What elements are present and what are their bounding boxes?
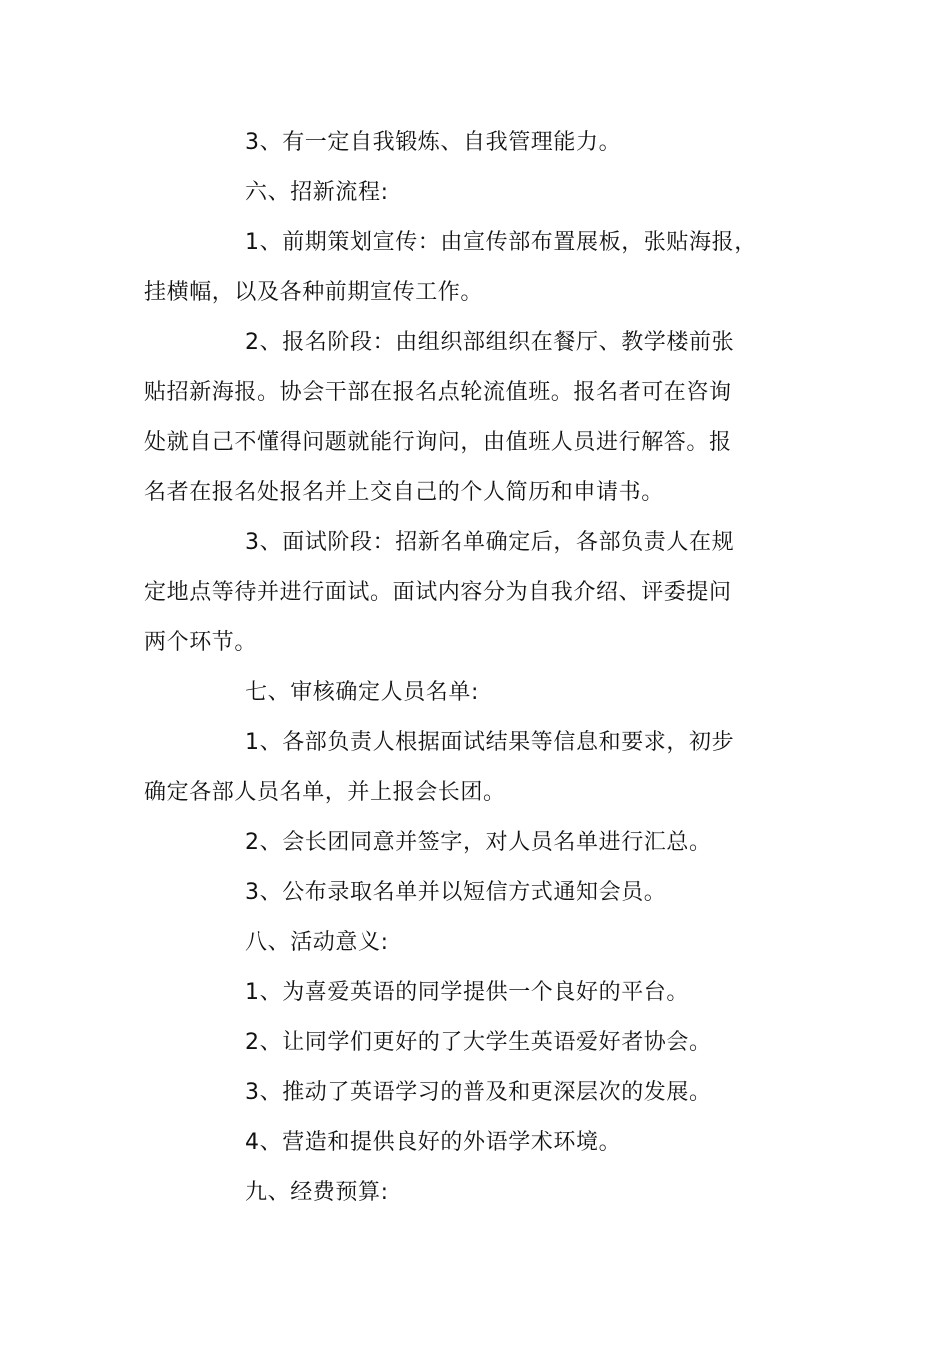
- text-line: 名者在报名处报名并上交自己的个人简历和申请书。: [144, 480, 664, 505]
- text-line: 2、会长团同意并签字，对人员名单进行汇总。: [245, 830, 712, 855]
- text-line: 3、面试阶段：招新名单确定后，各部负责人在规: [245, 530, 735, 555]
- text-line: 1、前期策划宣传：由宣传部布置展板，张贴海报，: [245, 230, 757, 255]
- text-line: 确定各部人员名单，并上报会长团。: [144, 780, 506, 805]
- text-line: 3、公布录取名单并以短信方式通知会员。: [245, 880, 667, 905]
- section-heading: 六、招新流程:: [245, 180, 389, 205]
- text-line: 贴招新海报。协会干部在报名点轮流值班。报名者可在咨询: [144, 380, 732, 405]
- section-heading: 八、活动意义:: [245, 930, 389, 955]
- text-line: 处就自己不懂得问题就能行询问，由值班人员进行解答。报: [144, 430, 732, 455]
- text-line: 2、报名阶段：由组织部组织在餐厅、教学楼前张: [245, 330, 735, 355]
- text-line: 3、推动了英语学习的普及和更深层次的发展。: [245, 1080, 712, 1105]
- section-heading: 九、经费预算:: [245, 1180, 389, 1205]
- text-line: 1、为喜爱英语的同学提供一个良好的平台。: [245, 980, 689, 1005]
- text-line: 1、各部负责人根据面试结果等信息和要求，初步: [245, 730, 735, 755]
- text-line: 3、有一定自我锻炼、自我管理能力。: [245, 130, 622, 155]
- text-line: 挂横幅，以及各种前期宣传工作。: [144, 280, 484, 305]
- text-line: 两个环节。: [144, 630, 258, 655]
- text-line: 4、营造和提供良好的外语学术环境。: [245, 1130, 622, 1155]
- text-line: 定地点等待并进行面试。面试内容分为自我介绍、评委提问: [144, 580, 732, 605]
- section-heading: 七、审核确定人员名单:: [245, 680, 480, 705]
- text-line: 2、让同学们更好的了大学生英语爱好者协会。: [245, 1030, 712, 1055]
